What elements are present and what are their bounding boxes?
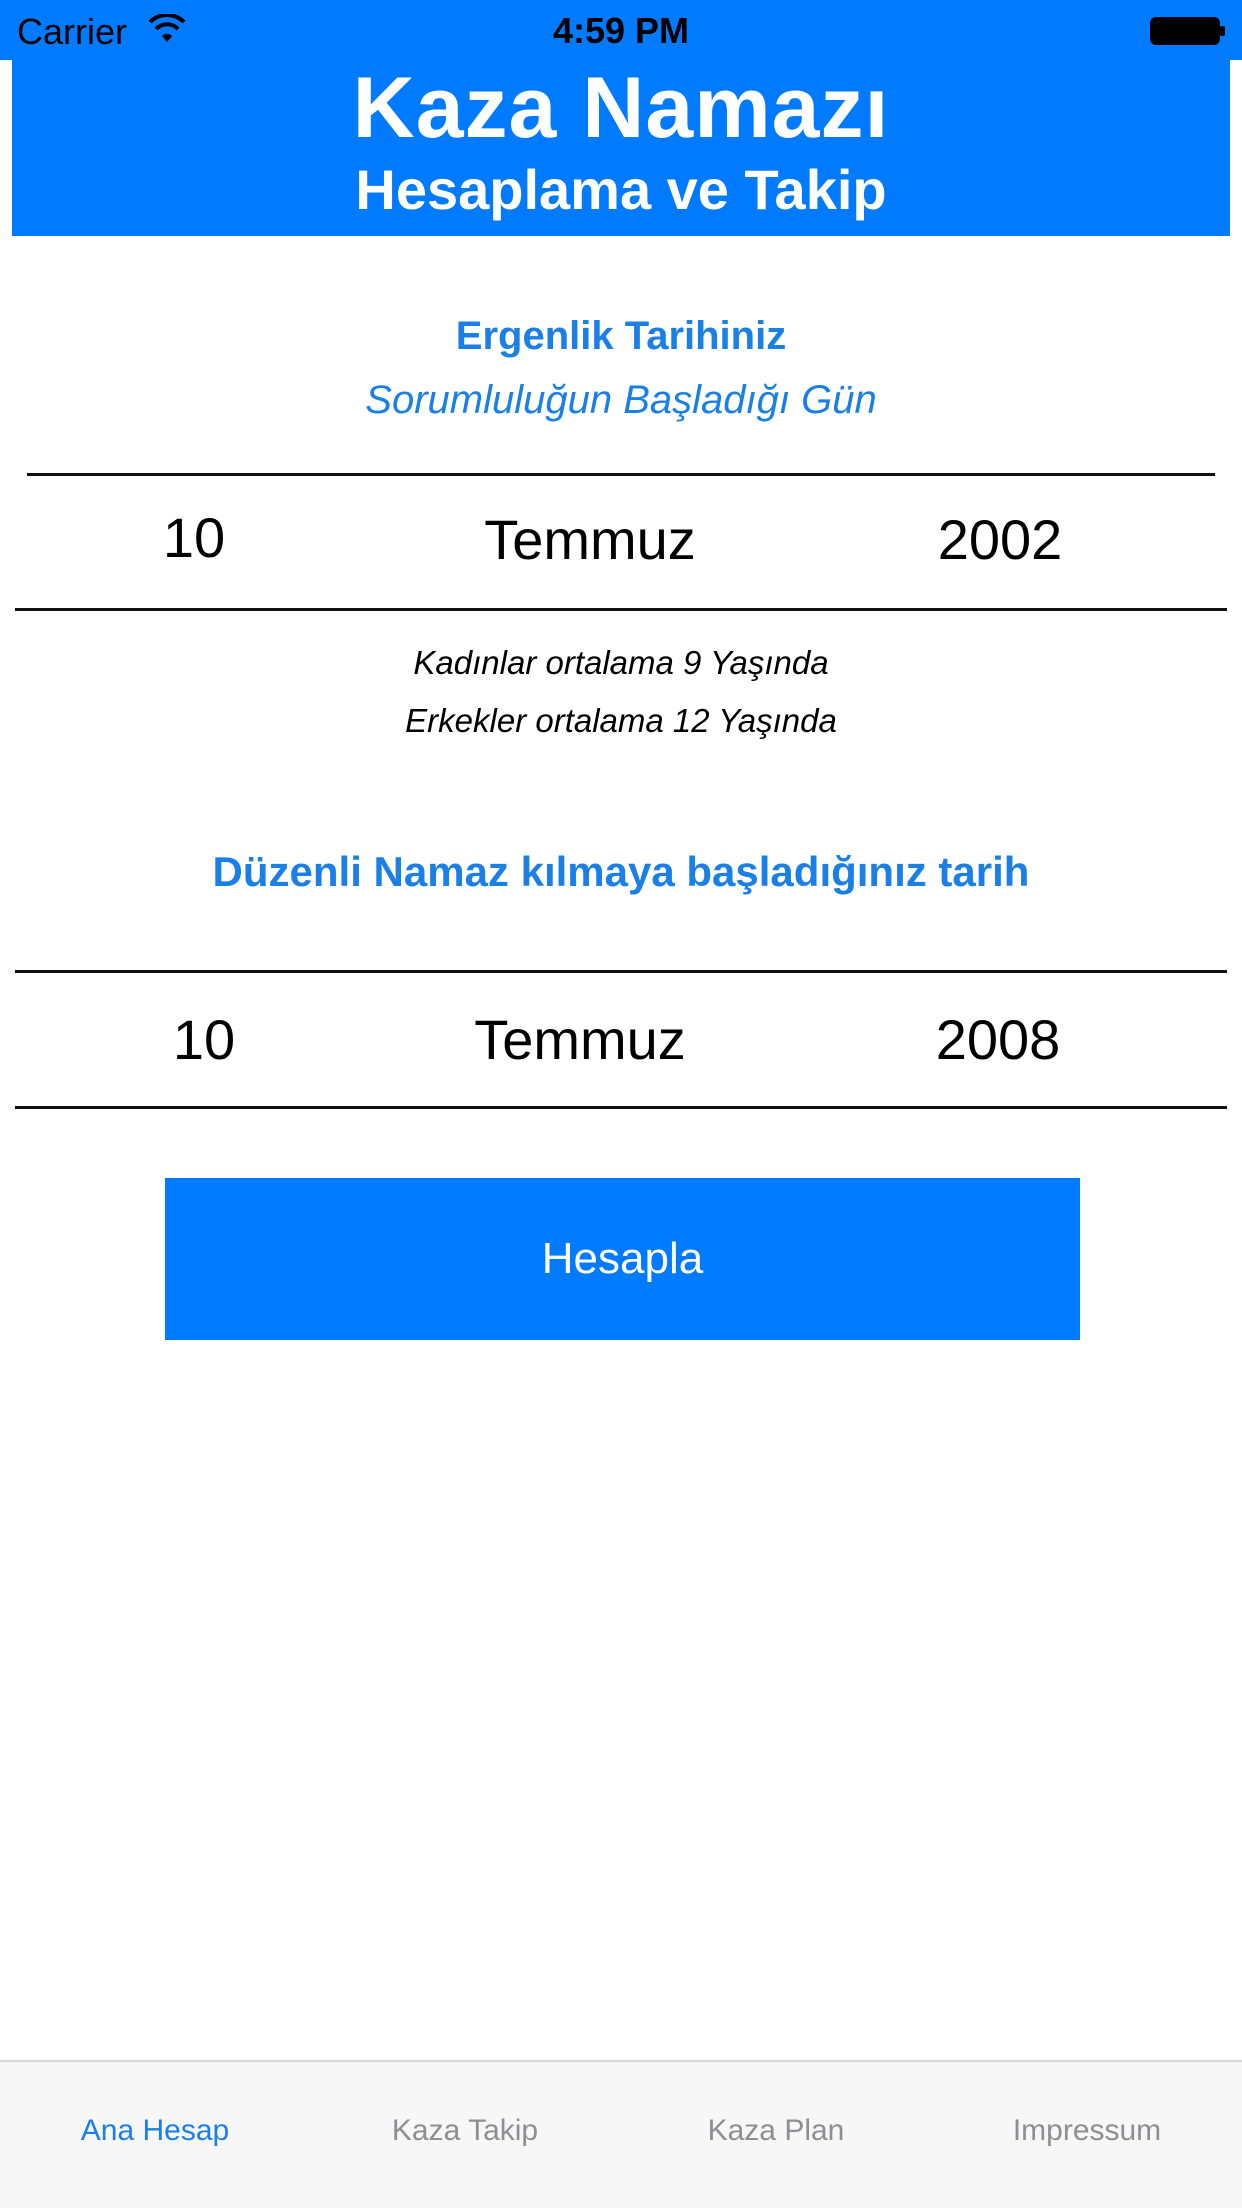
note-women-average-age: Kadınlar ortalama 9 Yaşında [413, 644, 829, 681]
puberty-year-value[interactable]: 2002 [937, 508, 1063, 571]
calculate-button[interactable]: Hesapla [165, 1178, 1080, 1340]
picker-bottom-divider [15, 608, 1227, 611]
picker-top-divider [15, 970, 1227, 973]
tab-ana-hesap[interactable]: Ana Hesap [80, 2114, 230, 2147]
picker-bottom-divider [15, 1106, 1227, 1109]
puberty-date-subtitle: Sorumluluğun Başladığı Gün [365, 378, 877, 422]
prayer-start-day-value[interactable]: 10 [172, 1008, 236, 1071]
tab-bar [0, 2060, 1242, 2208]
tab-impressum[interactable]: Impressum [1012, 2114, 1162, 2147]
tab-kaza-plan[interactable]: Kaza Plan [707, 2114, 845, 2147]
puberty-day-value[interactable]: 10 [162, 506, 226, 569]
puberty-month-value[interactable]: Temmuz [484, 508, 696, 571]
note-men-average-age: Erkekler ortalama 12 Yaşında [405, 702, 837, 739]
prayer-start-month-value[interactable]: Temmuz [474, 1008, 686, 1071]
prayer-start-year-value[interactable]: 2008 [935, 1008, 1061, 1071]
app-header-banner [12, 60, 1230, 236]
picker-top-divider [27, 473, 1215, 476]
app-subtitle: Hesaplama ve Takip [355, 158, 887, 221]
tab-kaza-takip[interactable]: Kaza Takip [391, 2114, 539, 2147]
clock-time: 4:59 PM [552, 10, 690, 51]
status-bar [0, 0, 1242, 60]
battery-icon [1150, 16, 1226, 46]
carrier-label: Carrier [17, 11, 128, 52]
app-title: Kaza Namazı [352, 60, 890, 156]
prayer-start-date-title: Düzenli Namaz kılmaya başladığınız tarih [212, 848, 1030, 895]
puberty-date-title: Ergenlik Tarihiniz [455, 314, 787, 358]
